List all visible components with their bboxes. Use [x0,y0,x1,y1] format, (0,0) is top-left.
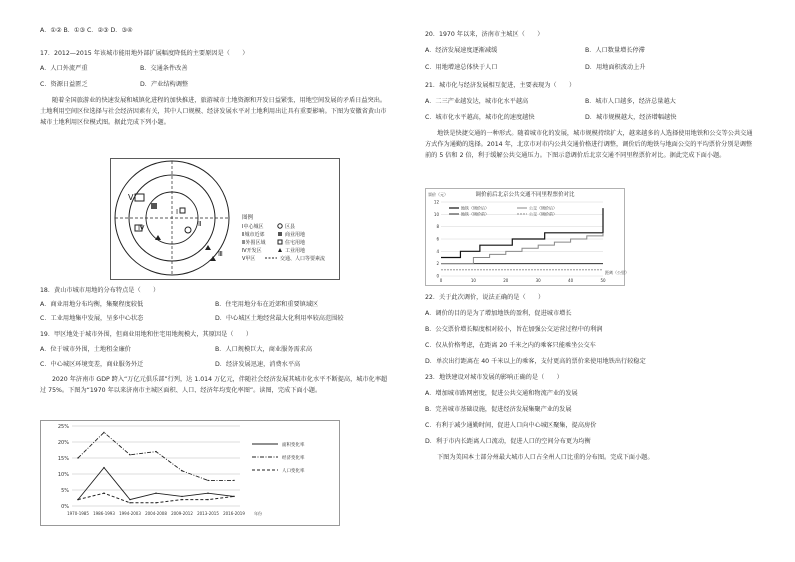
q23-option-d: D．利于市内长距离人口流动，促进人口的空间分布更为均衡 [425,438,591,445]
x-tick-label: 50 [600,278,606,283]
legend-label: 面积变化率 [282,443,305,448]
y-tick-label: 0 [436,273,439,279]
data-point [233,480,234,481]
data-point [129,499,130,500]
data-point [77,499,78,500]
q20-option-d: D．用地面积波动上升 [585,64,646,71]
data-point [207,480,208,481]
q19-option-d: D．经济发展迅速，消费水平高 [215,361,301,368]
y-tick-label: 20% [57,440,69,446]
legend-label: 地铁（调价前） [461,211,489,217]
legend-item-suburb: Ⅱ城市近郊 [242,232,265,238]
legend-item-jia-zone: Ⅴ甲区 [242,256,256,262]
y-tick-label: 2 [436,261,439,267]
x-tick-label: 40 [568,278,574,283]
x-axis-label: 距离（公里） [605,270,629,275]
q20-option-b: B．人口数量增长停滞 [585,47,645,54]
q18-stem: 18．黄山市城市用地的分布特点是（ ） [40,287,160,294]
q21-stem: 21．城市化与经济发展相互促进，主要表现为（ ） [425,82,576,89]
x-tick-label: 2009-2012 [171,511,193,516]
x-tick-label: 2013-2015 [197,511,219,516]
zone-v-label: V [128,193,134,202]
legend-label: 人口变化率 [282,469,305,474]
x-tick-label: 30 [535,278,541,283]
x-tick-label: 1986-1993 [93,511,115,516]
legend-item-district: 区县 [285,224,296,230]
commercial-legend-icon [278,232,282,236]
data-point [155,451,156,452]
q22-option-b: B．公交票价增长幅度相对较小，旨在加强公交运营过程中的利润 [425,326,603,333]
legend-item-periphery: Ⅲ外围区域 [242,240,266,246]
q19-option-b: B．人口规模巨大，商业服务需求高 [215,346,313,353]
q17-option-b: B．交通条件改善 [140,65,188,72]
zone-i-label: Ⅰ [176,208,179,216]
y-tick-label: 12 [433,199,439,205]
x-tick-label: 1970-1985 [67,511,89,516]
q19-option-a: A．位于城市外围，土地租金廉价 [40,346,131,353]
intro-paragraph-3: 地铁是快捷交通的一种形式。随着城市化的发展，城市规模持续扩大，越来越多的人选择使用地铁和公交等公共交通方式作为通勤的选择。2014 年，北京市对市内公共交通价格进行调整，调价后的地铁与地面公交的平均票价分别是调整前的 5 倍和 2 倍，利于缓解公共交通压力。下图示意调价后北京交通不同里程票价对比。据此完成下面小题。 [425,130,753,159]
data-point [207,493,208,494]
legend-title: 图例 [242,215,254,221]
x-axis-unit: 年份 [254,511,262,516]
q20-stem: 20．1970 年以来，济南市主城区（ ） [425,31,544,38]
jinan-change-rate-chart [40,420,340,526]
legend-label: 公交（调价后） [529,205,557,211]
data-point [181,499,182,500]
q21-option-b: B．城市人口越多，经济总量越大 [585,98,676,105]
q17-stem: 17．2012—2015 年该城市能用地外部扩展幅度降低的主要原因是（ ） [40,50,249,57]
q21-option-a: A．二三产业越发达，城市化水平越高 [425,98,529,105]
beijing-fare-chart [425,188,629,286]
y-tick-label: 10 [433,211,439,217]
chart-title: 调价前后北京公共交通不同里程票价对比 [475,192,575,198]
data-point [103,493,104,494]
zone-iii-label: Ⅲ [218,250,223,258]
legend-item-dev-zone: Ⅳ开发区 [242,248,262,254]
q21-option-d: D．城市规模越大，经济增幅越快 [585,114,677,121]
q22-option-a: A．调价的目的是为了增加地铁的盈利，促进城市增长 [425,310,572,317]
x-tick-label: 2016-2019 [223,511,245,516]
data-point [77,457,78,458]
q23-option-c: C．有利于减少通勤时间，促进人口向中心城区聚集，提高房价 [425,422,597,429]
x-tick-label: 1994-2003 [119,511,141,516]
legend-label: 公交（调价前） [529,211,557,217]
x-tick-label: 0 [439,278,443,283]
intro-paragraph-4: 下图为美国本土部分州最大城市人口占全州人口比重的分布图。完成下面小题。 [437,454,654,461]
data-point [129,454,130,455]
q18-option-a: A．商业用地分布均衡，集聚程度较低 [40,301,144,308]
legend-item-center: Ⅰ中心城区 [242,224,264,230]
x-tick-label: 20 [503,278,509,283]
data-point [207,499,208,500]
legend-item-commercial: 商业用地 [285,232,306,238]
x-tick-label: 2004-2008 [145,511,167,516]
q23-stem: 23．地铁建设对城市发展的影响正确的是（ ） [425,374,563,381]
q21-option-c: C．城市化水平越高，城市化的速度越快 [425,114,535,121]
data-point [155,502,156,503]
y-tick-label: 25% [57,424,69,430]
data-point [181,470,182,471]
y-axis-label: 票价（元） [428,192,448,197]
data-point [233,496,234,497]
legend-label: 经济变化率 [282,456,305,461]
legend-item-flow: 交通、人口等要素流 [280,256,326,262]
q17-option-c: C．资源日益匮乏 [40,81,88,88]
y-tick-label: 8 [436,224,439,230]
q20-option-c: C．用地增速总体快于人口 [425,64,498,71]
zone-ii-label: Ⅱ [198,220,202,228]
data-point [129,502,130,503]
data-point [103,467,104,468]
commercial-marker [151,203,157,209]
data-point [103,432,104,433]
y-tick-label: 6 [436,236,439,242]
intro-paragraph-2: 2020 年济南市 GDP 跨入“万亿元俱乐部”行列，达 1.014 万亿元，伴随社会经济发展其城市化水平不断提高，城市化率超过 75%。下图为“1970 年以来济南市主城区面积、人口、经济年均变化率图”。读图，完成下面小题。 [40,376,388,394]
y-tick-label: 4 [436,248,439,254]
q23-option-b: B．完善城市基础设施，促进经济发展集聚产业的发展 [425,406,572,413]
q20-option-a: A．经济发展速度逐渐减缓 [425,47,498,54]
q17-option-d: D．产业结构调整 [140,81,189,88]
q22-option-c: C．仅从价格考虑，在距离 20 千米之内的乘客只能乘坐公交车 [425,342,596,349]
q19-option-c: C．中心城区环境变差，商业服务外迁 [40,361,144,368]
legend-label: 地铁（调价后） [461,205,489,211]
q18-option-d: D．中心城区土地经营最大化利用率较高范围较 [215,315,344,322]
legend-item-residential: 住宅用地 [285,240,306,246]
q22-option-d: D．单次出行距离在 40 千米以上的乘客，支付更高的票价来使用地铁出行较稳定 [425,358,646,365]
q23-option-a: A．增加城市路网密度，促进公共交通和物流产业的发展 [425,390,578,397]
q19-stem: 19．甲区地处于城市外围，但商业用地和住宅用地规模大，其原因是（ ） [40,331,253,338]
q18-option-c: C．工业用地集中发展，呈多中心状态 [40,315,144,322]
x-tick-label: 10 [470,278,476,283]
y-tick-label: 0% [61,504,69,510]
data-point [181,496,182,497]
chart-frame [426,189,625,286]
q22-stem: 22．关于此次调价，说法正确的是（ ） [425,294,545,301]
q17-option-a: A．人口外流严重 [40,65,88,72]
land-use-figure [110,158,340,280]
y-tick-label: 5% [61,488,69,494]
y-tick-label: 10% [57,472,69,478]
q18-option-b: B．住宅用地分布在近郊和重要镇域区 [215,301,319,308]
top-options: A．①② B．①③ C．②③ D．③④ [40,27,133,34]
zone-iv-label: Ⅳ [138,224,145,232]
y-tick-label: 15% [57,456,69,462]
legend-item-industrial: 工业用地 [285,248,306,254]
data-point [155,493,156,494]
intro-paragraph-1: 随着全国旅游业的快速发展和城镇化进程的加快推进，旅游城市土地资源和开发日益紧张，用地空间发展的矛盾日益突出。土地利用空间区位选择与社会经济因素有关，其中人口规模、经济发展水平对土地利用出让具有重要影响。下图为安徽省黄山市城市土地利用区位模式图。据此完成下列小题。 [40,97,387,126]
